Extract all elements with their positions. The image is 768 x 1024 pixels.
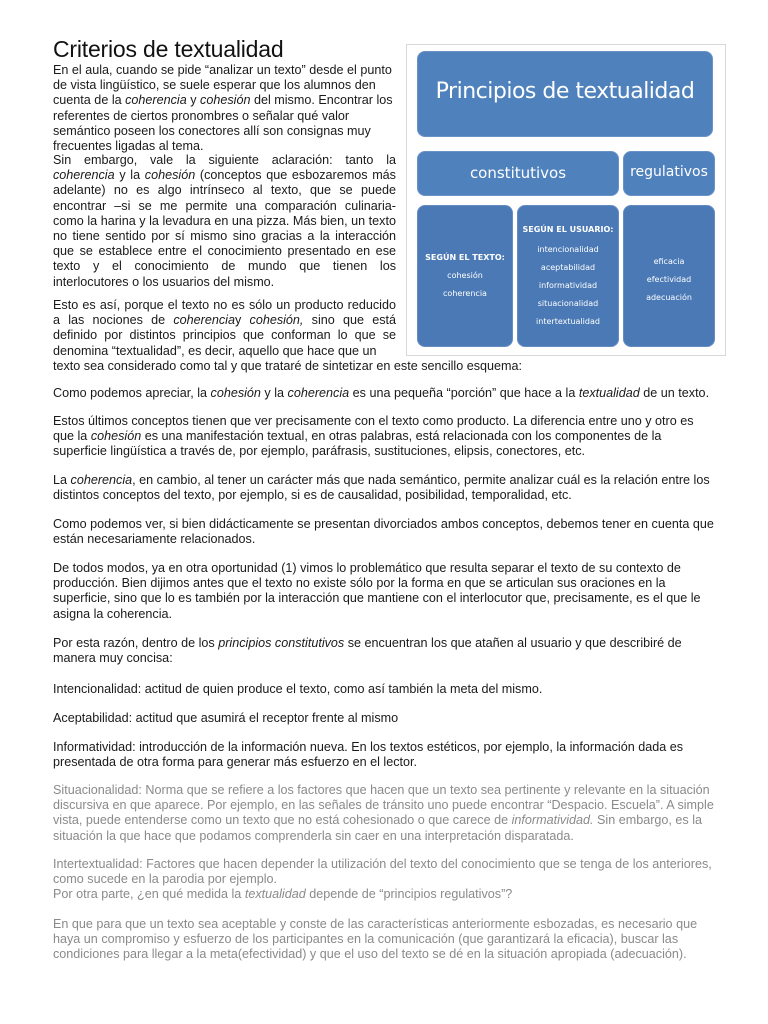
paragraph-situacionalidad — [53, 783, 716, 844]
segun-usuario-box — [517, 205, 619, 347]
text-run: y la — [114, 168, 145, 183]
text-run-italic: informatividad. — [511, 813, 594, 828]
item-situacionalidad: situacionalidad — [537, 299, 599, 308]
text-run-italic: coherencia — [125, 93, 187, 108]
constitutivos-label: constitutivos — [469, 164, 567, 182]
intro-paragraph-3 — [53, 298, 396, 359]
diagram-title: Principios de textualidad — [435, 79, 695, 104]
text-run-italic: coherencia — [70, 473, 133, 487]
regulativos-label: regulativos — [630, 164, 708, 180]
paragraph-intertextualidad — [53, 857, 716, 903]
segun-texto-head: SEGÚN EL TEXTO: — [425, 253, 505, 262]
text-run: Estos últimos conceptos tienen que ver precisamente con el texto como producto. La diferencia entre uno y otro es que la — [53, 414, 694, 444]
text-run: depende de “principios regulativos”? — [305, 887, 513, 902]
textuality-diagram — [406, 44, 726, 356]
regulativos-box — [623, 151, 715, 196]
paragraph-aceptabilidad: Aceptabilidad: actitud que asumirá el receptor frente al mismo — [53, 711, 399, 725]
text-run: (conceptos que esbozaremos más adelante) no es algo intrínseco al texto, que se puede encontrar –si se me permite una comparación culinaria- como la harina y la levadura en una pizza. Más bien, un texto no tiene sentido por sí mismo sino gracias a la interacción que se establece entre el conocimiento presentado en ese texto y el conocimiento de mundo que tienen los interlocutores o los usuarios del mismo. — [53, 168, 396, 289]
paragraph-conclusion: En que para que un texto sea aceptable y conste de las características anteriormente esbozadas, es necesario que haya un compromiso y esfuerzo de los participantes en la comunicación (que garantizará la eficacia), buscar las condiciones para llegar a la meta(efectividad) y que el uso del texto se dé en la situación apropiada (adecuación). — [53, 917, 698, 962]
text-run-italic: cohesión — [210, 386, 261, 400]
item-adecuacion: adecuación — [646, 293, 692, 302]
item-cohesion: cohesión — [447, 271, 483, 280]
text-run: de un texto. — [639, 386, 710, 400]
text-run: Sin embargo, vale la siguiente aclaración: tanto la — [53, 153, 396, 167]
paragraph-6 — [53, 473, 716, 503]
text-run: es una pequeña “porción” que hace a la — [349, 386, 579, 400]
text-run-italic: principios constitutivos — [218, 636, 345, 650]
intro-paragraph-2 — [53, 153, 396, 290]
regulativos-items-box — [623, 205, 715, 347]
text-run: del mismo. Encontrar los referentes de ciertos pronombres o señalar qué valor semántico poseen los conectores allí son consignas muy frecuentes ligadas al tema. — [53, 93, 393, 154]
text-run: Esto es así, porque el texto no es sólo un producto reducido a las nociones de — [53, 298, 396, 328]
paragraph-intencionalidad: Intencionalidad: actitud de quien produce el texto, como así también la meta del mismo. — [53, 682, 543, 696]
text-run: se encuentran los que atañen al usuario y que describiré de manera muy concisa: — [53, 636, 682, 666]
text-run-italic: coherencia — [53, 168, 115, 183]
constitutivos-box — [417, 151, 619, 196]
paragraph-7: Como podemos ver, si bien didácticamente se presentan divorciados ambos conceptos, debemos tener en cuenta que están necesariamente relacionados. — [53, 517, 714, 547]
item-intencionalidad: intencionalidad — [537, 245, 599, 254]
text-run: En el aula, cuando se pide “analizar un texto” desde el punto de vista lingüístico, se suele esperar que los alumnos den cuenta de la — [53, 63, 392, 108]
text-run: Por esta razón, dentro de los — [53, 636, 219, 650]
paragraph-5 — [53, 414, 716, 460]
paragraph-informatividad: Informatividad: introducción de la información nueva. En los textos estéticos, por ejemplo, la información dada es presentada de otra forma para generar más esfuerzo en el lector. — [53, 740, 684, 770]
diagram-title-box — [417, 51, 713, 137]
item-eficacia: eficacia — [653, 257, 685, 266]
item-efectividad: efectividad — [646, 275, 692, 284]
text-run-italic: cohesión — [144, 168, 196, 183]
intro-paragraph-1 — [53, 63, 396, 154]
text-run: Situacionalidad: Norma que se refiere a los factores que hacen que un texto sea pertinente y relevante en la situación discursiva en que aparece. Por ejemplo, en las señales de tránsito uno puede encontrar “Despacio. Escuela”. A simple vista, puede entenderse como un texto que no está cohesionado o que carece de — [53, 783, 714, 828]
item-intertextualidad: intertextualidad — [536, 317, 600, 326]
item-coherencia: coherencia — [443, 289, 487, 298]
text-run: y la — [260, 386, 288, 400]
text-run: Intertextualidad: Factores que hacen depender la utilización del texto del conocimiento que se tenga de los anteriores, como sucede en la parodia por ejemplo. — [53, 857, 712, 887]
text-run: La — [53, 473, 71, 487]
text-run: Sin embargo, es la situación la que hace que podamos comprenderla sin caer en una interpretación disparatada. — [53, 813, 703, 843]
text-run-italic: textualidad — [578, 386, 640, 400]
page-title: Criterios de textualidad — [53, 36, 284, 62]
item-informatividad: informatividad — [538, 281, 598, 290]
text-run: y — [186, 93, 201, 108]
text-run-italic: cohesión — [90, 429, 142, 444]
paragraph-9 — [53, 636, 716, 666]
text-run: Por otra parte, ¿en qué medida la — [53, 887, 245, 902]
paragraph-8: De todos modos, ya en otra oportunidad (1) vimos lo problemático que resulta separar el texto de su contexto de producción. Bien dijimos antes que el texto no existe sólo por la forma en que se articulan sus oraciones en la superficie, sino que lo es también por la interacción que mantiene con el interlocutor que, precisamente, es el que le asigna la coherencia. — [53, 561, 701, 621]
item-aceptabilidad: aceptabilidad — [540, 263, 596, 272]
text-run-italic: coherencia — [173, 313, 235, 328]
text-run-italic: cohesión, — [249, 313, 304, 328]
segun-usuario-head: SEGÚN EL USUARIO: — [522, 225, 614, 234]
text-run-italic: cohesión — [200, 93, 251, 108]
paragraph-4 — [53, 386, 716, 401]
text-run-italic: textualidad — [244, 887, 306, 902]
text-run-italic: coherencia — [287, 386, 350, 400]
text-run: sino que está definido por distintos principios que conforman lo que se denomina “textualidad”, es decir, aquello que hace que un — [53, 313, 396, 358]
segun-texto-box — [417, 205, 513, 347]
text-run: , en cambio, al tener un carácter más que nada semántico, permite analizar cuál es la relación entre los distintos conceptos del texto, por ejemplo, si es de causalidad, posibilidad, temporalidad, etc. — [53, 473, 710, 503]
paragraph-3-tail: texto sea considerado como tal y que trataré de sintetizar en este sencillo esquema: — [53, 359, 523, 373]
text-run: es una manifestación textual, en otras palabras, está relacionada con los componentes de la superficie lingüística a través de, por ejemplo, paráfrasis, sustituciones, elipsis, conectores, etc. — [53, 429, 662, 459]
text-run: Como podemos apreciar, la — [53, 386, 211, 400]
text-run: y — [235, 313, 250, 328]
